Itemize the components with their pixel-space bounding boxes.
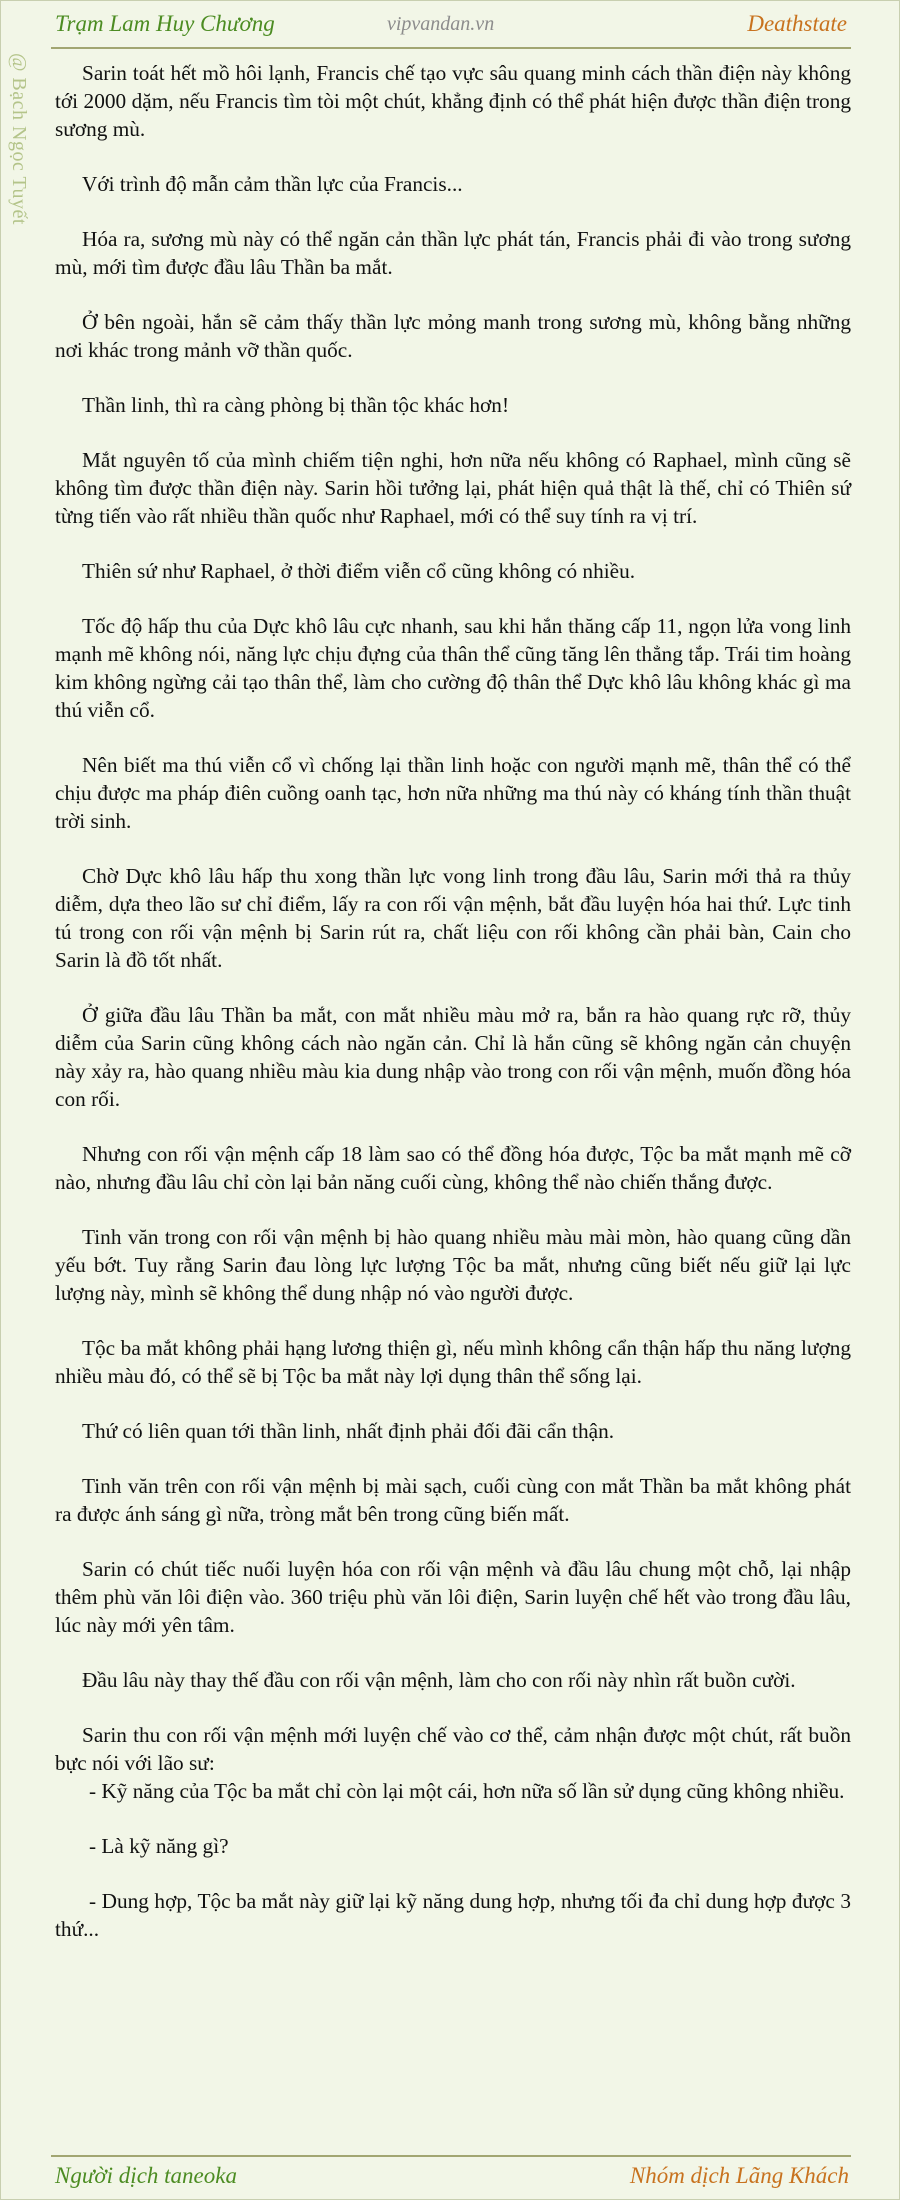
- paragraph: Đầu lâu này thay thế đầu con rối vận mệnh, làm cho con rối này nhìn rất buồn cười.: [82, 1668, 796, 1692]
- footer-group: Nhóm dịch Lãng Khách: [629, 2163, 849, 2188]
- header-site-name: vipvandan.vn: [387, 13, 495, 35]
- paragraph: Nên biết ma thú viễn cổ vì chống lại thần linh hoặc con người mạnh mẽ, thân thể có thể chịu được ma pháp điên cuồng oanh tạc, hơn nữa những ma thú này có kháng tính thần thuật trời sinh.: [55, 753, 851, 833]
- paragraph: Thiên sứ như Raphael, ở thời điểm viễn cổ cũng không có nhiều.: [82, 559, 636, 583]
- paragraph: Thứ có liên quan tới thần linh, nhất định phải đối đãi cẩn thận.: [82, 1419, 615, 1443]
- page-header: [1, 1, 900, 45]
- header-divider: [51, 47, 851, 49]
- paragraph: Tinh văn trên con rối vận mệnh bị mài sạch, cuối cùng con mắt Thần ba mắt không phát ra được ánh sáng gì nữa, tròng mắt bên trong cũng biến mất.: [55, 1474, 851, 1526]
- paragraph: Sarin có chút tiếc nuối luyện hóa con rối vận mệnh và đầu lâu chung một chỗ, lại nhập thêm phù văn lôi điện vào. 360 triệu phù văn lôi điện, Sarin luyện chế hết vào trong đầu lâu, lúc này mới yên tâm.: [55, 1557, 851, 1637]
- paragraph: Ở giữa đầu lâu Thần ba mắt, con mắt nhiều màu mở ra, bắn ra hào quang rực rỡ, thủy diễm của Sarin cũng không cách nào ngăn cản. Chỉ là hắn cũng sẽ không ngăn cản chuyện này xảy ra, hào quang nhiều màu kia dung nhập vào trong con rối vận mệnh, muốn đồng hóa con rối.: [55, 1003, 851, 1111]
- paragraph: Tốc độ hấp thu của Dực khô lâu cực nhanh, sau khi hắn thăng cấp 11, ngọn lửa vong linh mạnh mẽ không nói, năng lực chịu đựng của thân thể cũng tăng lên thẳng tắp. Trái tim hoàng kim không ngừng cải tạo thân thể, làm cho cường độ thân thể Dực khô lâu không khác gì ma thú viễn cổ.: [55, 614, 851, 722]
- footer-translator: Người dịch taneoka: [55, 2163, 237, 2188]
- dialog-line: - Kỹ năng của Tộc ba mắt chỉ còn lại một cái, hơn nữa số lần sử dụng cũng không nhiều.: [89, 1779, 845, 1803]
- paragraph: Hóa ra, sương mù này có thể ngăn cản thần lực phát tán, Francis phải đi vào trong sương mù, mới tìm được đầu lâu Thần ba mắt.: [55, 227, 851, 279]
- side-watermark: [7, 53, 37, 263]
- dialog-line: - Dung hợp, Tộc ba mắt này giữ lại kỹ năng dung hợp, nhưng tối đa chỉ dung hợp được 3 thứ...: [55, 1889, 851, 1941]
- paragraph: Tinh văn trong con rối vận mệnh bị hào quang nhiều màu mài mòn, hào quang cũng dần yếu bớt. Tuy rằng Sarin đau lòng lực lượng Tộc ba mắt, nhưng cũng biết nếu giữ lại lực lượng này, mình sẽ không thể dung nhập nó vào người được.: [55, 1225, 851, 1305]
- header-left-title: Trạm Lam Huy Chương: [55, 11, 275, 36]
- paragraph: Thần linh, thì ra càng phòng bị thần tộc khác hơn!: [82, 393, 510, 417]
- paragraph: Tộc ba mắt không phải hạng lương thiện gì, nếu mình không cẩn thận hấp thu năng lượng nhiều màu đó, có thể sẽ bị Tộc ba mắt này lợi dụng thân thể sống lại.: [55, 1336, 851, 1388]
- chapter-text: [55, 59, 851, 1970]
- paragraph: Với trình độ mẫn cảm thần lực của Francis...: [82, 172, 463, 196]
- dialog-line: - Là kỹ năng gì?: [89, 1834, 229, 1858]
- paragraph: Nhưng con rối vận mệnh cấp 18 làm sao có thể đồng hóa được, Tộc ba mắt mạnh mẽ cỡ nào, nhưng đầu lâu chỉ còn lại bản năng cuối cùng, không thể nào chiến thắng được.: [55, 1142, 851, 1194]
- side-watermark-text: @ Bạch Ngọc Tuyết: [8, 53, 30, 225]
- header-right-title: Deathstate: [747, 11, 847, 36]
- paragraph: Sarin thu con rối vận mệnh mới luyện chế vào cơ thể, cảm nhận được một chút, rất buồn bực nói với lão sư:: [55, 1723, 851, 1775]
- paragraph: Chờ Dực khô lâu hấp thu xong thần lực vong linh trong đầu lâu, Sarin mới thả ra thủy diễm, dựa theo lão sư chỉ điểm, lấy ra con rối vận mệnh, bắt đầu luyện hóa hai thứ. Lực tinh tú trong con rối vận mệnh bị Sarin rút ra, chất liệu con rối không cần phải bàn, Cain cho Sarin là đồ tốt nhất.: [55, 864, 851, 972]
- paragraph: Ở bên ngoài, hắn sẽ cảm thấy thần lực mỏng manh trong sương mù, không bằng những nơi khác trong mảnh vỡ thần quốc.: [55, 310, 851, 362]
- footer-divider: [51, 2155, 851, 2157]
- paragraph: Sarin toát hết mồ hôi lạnh, Francis chế tạo vực sâu quang minh cách thần điện này không tới 2000 dặm, nếu Francis tìm tòi một chút, khẳng định có thể phát hiện được thần điện trong sương mù.: [55, 61, 851, 141]
- paragraph: Mắt nguyên tố của mình chiếm tiện nghi, hơn nữa nếu không có Raphael, mình cũng sẽ không tìm được thần điện này. Sarin hồi tưởng lại, phát hiện quả thật là thế, chỉ có Thiên sứ từng tiến vào rất nhiều thần quốc như Raphael, mới có thể suy tính ra vị trí.: [55, 448, 851, 528]
